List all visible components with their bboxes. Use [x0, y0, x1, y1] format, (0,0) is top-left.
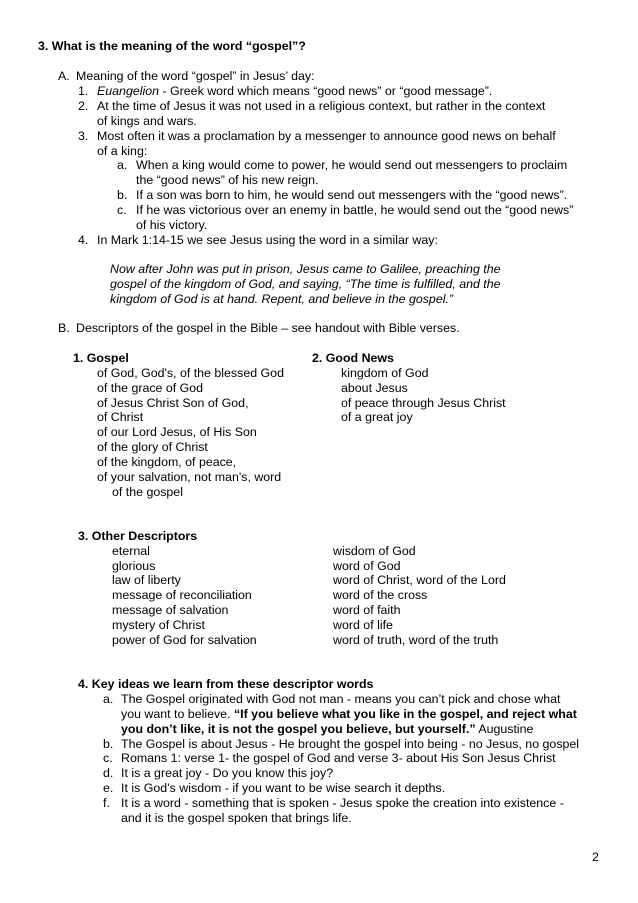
good-news-item: about Jesus — [341, 381, 408, 395]
quote-line: gospel of the kingdom of God, and saying, “The time is fulfilled, and the — [110, 277, 501, 291]
other-descriptor-right: word of Christ, word of the Lord — [333, 573, 506, 587]
page-number: 2 — [592, 850, 599, 864]
key-ideas-title: 4. Key ideas we learn from these descriptor words — [78, 677, 374, 691]
key-idea-a-line-3 — [121, 722, 533, 737]
gospel-item: of your salvation, not man's, word — [97, 470, 282, 484]
item-1-text: - Greek word which means “good news” or “good message”. — [159, 84, 493, 98]
augustine-quote-part-1: “If you believe what you like in the gospel, and reject what — [233, 707, 577, 721]
sub-c-line-1: If he was victorious over an enemy in battle, he would send out the “good news” — [136, 203, 574, 217]
item-3-marker: 3. — [78, 129, 89, 143]
item-2-marker: 2. — [78, 99, 89, 113]
key-idea-f-line-2: and it is the gospel spoken that brings life. — [121, 811, 352, 825]
other-descriptor-left: message of salvation — [112, 603, 229, 617]
section-b-marker: B. — [58, 321, 70, 335]
key-idea-f-line-1: It is a word - something that is spoken - Jesus spoke the creation into existence - — [121, 796, 564, 810]
item-2-line-1: At the time of Jesus it was not used in a religious context, but rather in the context — [97, 99, 546, 113]
key-idea-d: It is a great joy - Do you know this joy? — [121, 766, 334, 780]
sub-a-line-1: When a king would come to power, he would send out messengers to proclaim — [136, 158, 568, 172]
sub-b-marker: b. — [117, 188, 128, 202]
section-b-title: Descriptors of the gospel in the Bible – see handout with Bible verses. — [76, 321, 460, 335]
key-idea-c-marker: c. — [103, 751, 113, 765]
gospel-item: of God, God's, of the blessed God — [97, 366, 284, 380]
key-idea-b: The Gospel is about Jesus - He brought the gospel into being - no Jesus, no gospel — [121, 737, 580, 751]
section-heading: 3. What is the meaning of the word “gospel”? — [38, 39, 306, 53]
gospel-item: of the kingdom, of peace, — [97, 455, 237, 469]
sub-c-line-2: of his victory. — [136, 218, 208, 232]
section-a-title: Meaning of the word “gospel” in Jesus’ day: — [76, 69, 315, 83]
other-descriptor-left: law of liberty — [112, 573, 181, 587]
good-news-item: of peace through Jesus Christ — [341, 396, 506, 410]
section-a-marker: A. — [58, 69, 70, 83]
augustine-quote-part-2: you don’t like, it is not the gospel you believe, but yourself.” — [121, 722, 476, 736]
other-descriptor-right: wisdom of God — [333, 544, 416, 558]
good-news-title: 2. Good News — [312, 351, 394, 365]
sub-a-marker: a. — [117, 158, 128, 172]
other-descriptor-left: mystery of Christ — [112, 618, 205, 632]
key-idea-c: Romans 1: verse 1- the gospel of God and verse 3- about His Son Jesus Christ — [121, 751, 556, 765]
key-idea-f-marker: f. — [103, 796, 110, 810]
key-idea-a-plain: you want to believe. — [121, 707, 234, 721]
item-1-term: Euangelion — [97, 84, 160, 98]
item-1 — [97, 84, 492, 99]
gospel-title: 1. Gospel — [73, 351, 129, 365]
gospel-item: of the grace of God — [97, 381, 204, 395]
other-descriptor-right: word of life — [333, 618, 393, 632]
item-4-line-1: In Mark 1:14-15 we see Jesus using the word in a similar way: — [97, 233, 438, 247]
key-idea-a-line-2 — [121, 707, 577, 722]
gospel-item: of our Lord Jesus, of His Son — [97, 425, 257, 439]
key-idea-a-line-1: The Gospel originated with God not man - means you can’t pick and chose what — [121, 692, 561, 706]
item-1-marker: 1. — [78, 84, 89, 98]
other-descriptor-right: word of God — [333, 559, 401, 573]
quote-attribution: Augustine — [475, 722, 534, 736]
gospel-item: of Jesus Christ Son of God, — [97, 396, 249, 410]
other-descriptor-left: power of God for salvation — [112, 633, 257, 647]
sub-a-line-2: the “good news” of his new reign. — [136, 173, 319, 187]
quote-line: Now after John was put in prison, Jesus came to Galilee, preaching the — [110, 262, 501, 276]
good-news-item: kingdom of God — [341, 366, 429, 380]
key-idea-a-marker: a. — [103, 692, 114, 706]
other-descriptor-right: word of faith — [333, 603, 401, 617]
other-descriptor-left: eternal — [112, 544, 150, 558]
gospel-item: of Christ — [97, 410, 144, 424]
sub-b-line-1: If a son was born to him, he would send out messengers with the “good news”. — [136, 188, 568, 202]
good-news-item: of a great joy — [341, 410, 413, 424]
other-descriptor-left: glorious — [112, 559, 156, 573]
other-descriptor-right: word of the cross — [333, 588, 428, 602]
key-idea-d-marker: d. — [103, 766, 114, 780]
quote-line: kingdom of God is at hand. Repent, and believe in the gospel.” — [110, 292, 454, 306]
key-idea-e-marker: e. — [103, 781, 114, 795]
sub-c-marker: c. — [117, 203, 127, 217]
item-2-line-2: of kings and wars. — [97, 114, 197, 128]
item-3-line-1: Most often it was a proclamation by a messenger to announce good news on behalf — [97, 129, 556, 143]
other-descriptors-title: 3. Other Descriptors — [78, 529, 198, 543]
gospel-item-continuation: of the gospel — [112, 485, 183, 499]
key-idea-b-marker: b. — [103, 737, 114, 751]
item-3-line-2: of a king: — [97, 144, 148, 158]
other-descriptor-left: message of reconciliation — [112, 588, 252, 602]
other-descriptor-right: word of truth, word of the truth — [333, 633, 499, 647]
item-4-marker: 4. — [78, 233, 89, 247]
gospel-item: of the glory of Christ — [97, 440, 208, 454]
key-idea-e: It is God’s wisdom - if you want to be wise search it depths. — [121, 781, 446, 795]
